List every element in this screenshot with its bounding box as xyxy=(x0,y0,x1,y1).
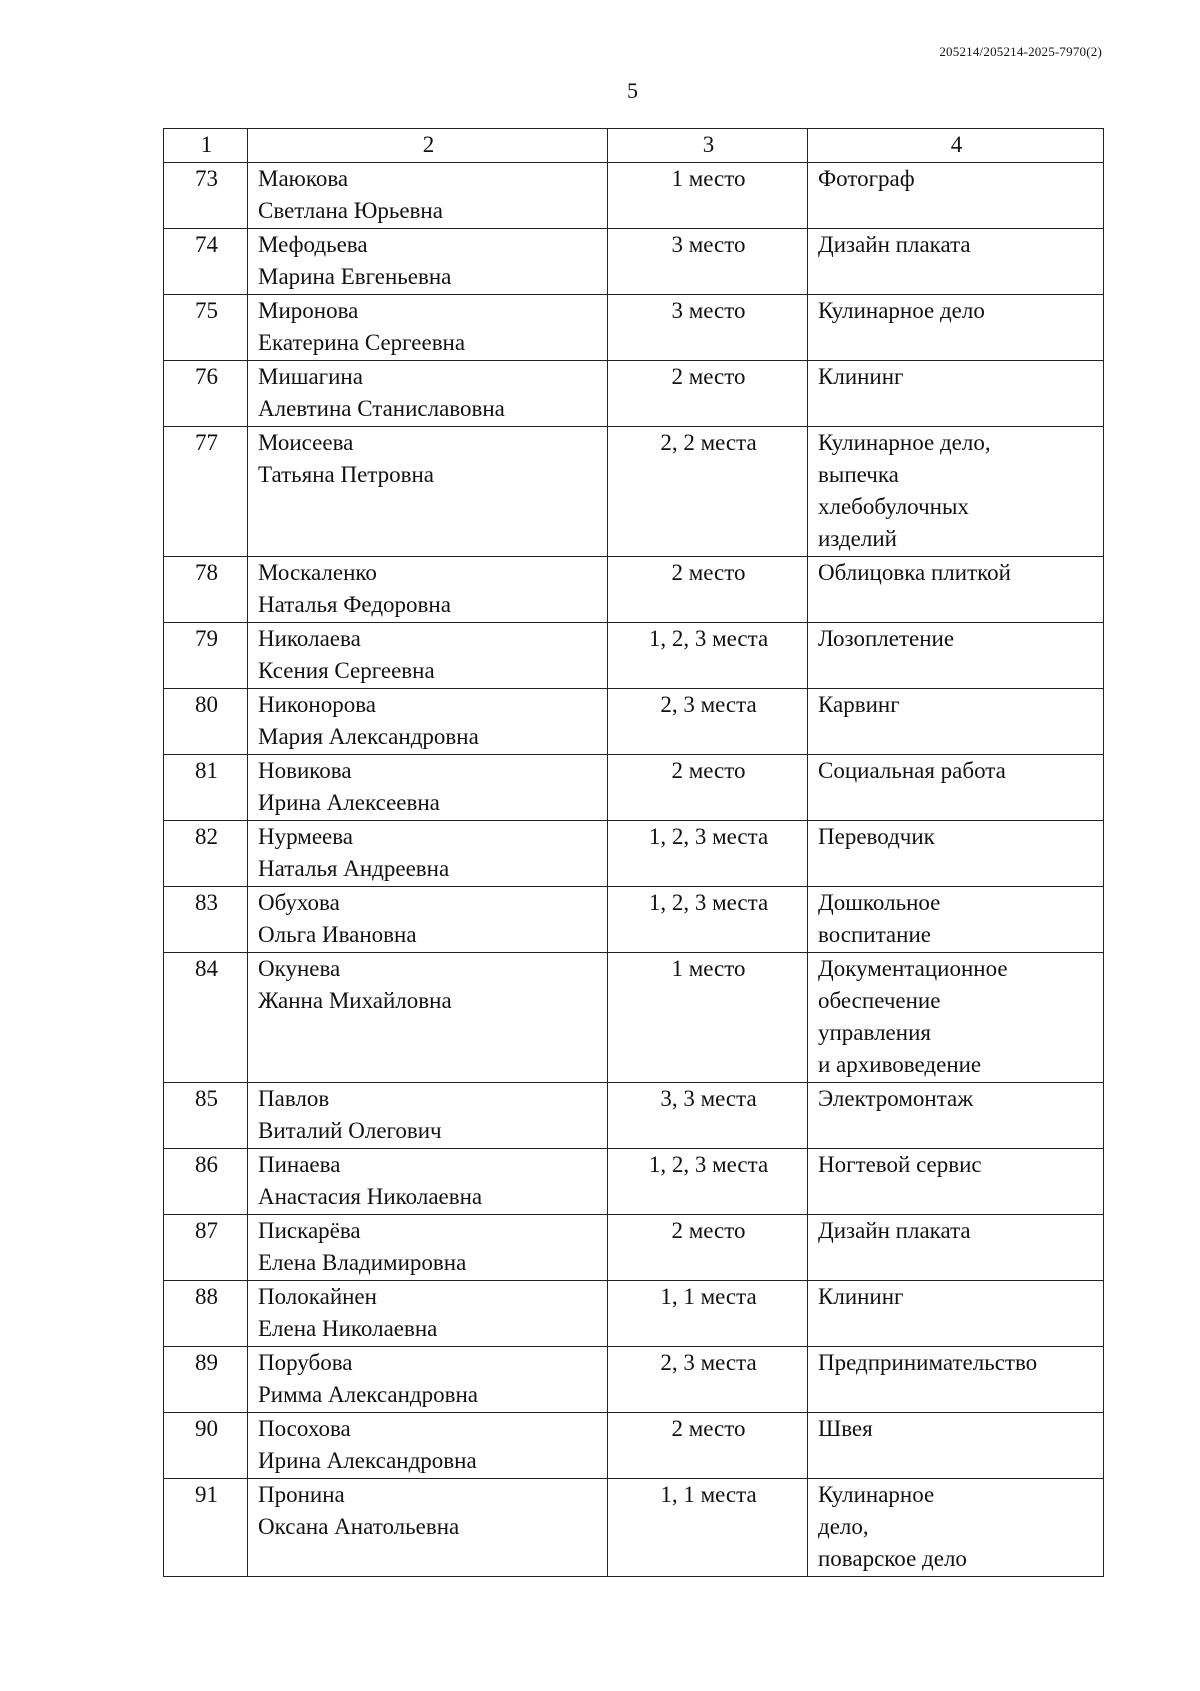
person-surname: Новикова xyxy=(258,758,352,783)
person-surname: Моисеева xyxy=(258,430,354,455)
page-number: 5 xyxy=(627,78,638,103)
person-given-names: Ольга Ивановна xyxy=(258,922,417,947)
place-cell: 2 место xyxy=(608,361,808,427)
table-row xyxy=(164,1083,1104,1149)
competency-cell xyxy=(808,953,1104,1083)
person-given-names: Мария Александровна xyxy=(258,724,479,749)
place-cell: 2 место xyxy=(608,755,808,821)
person-name-cell xyxy=(248,229,608,295)
competency-line: Фотограф xyxy=(818,166,915,191)
place-cell: 3 место xyxy=(608,229,808,295)
place-cell: 1, 2, 3 места xyxy=(608,1149,808,1215)
place-cell: 1 место xyxy=(608,953,808,1083)
row-number: 80 xyxy=(164,689,248,755)
person-name-cell xyxy=(248,427,608,557)
person-surname: Мефодьева xyxy=(258,232,368,257)
person-name-cell xyxy=(248,295,608,361)
person-name-cell xyxy=(248,557,608,623)
competency-cell xyxy=(808,1413,1104,1479)
competency-line: Кулинарное дело, xyxy=(818,430,991,455)
person-given-names: Ксения Сергеевна xyxy=(258,658,435,683)
award-table xyxy=(163,128,1104,1577)
competency-line: обеспечение xyxy=(818,988,941,1013)
table-row xyxy=(164,1215,1104,1281)
competency-line: Кулинарное дело xyxy=(818,298,985,323)
competency-cell xyxy=(808,623,1104,689)
competency-cell xyxy=(808,821,1104,887)
person-surname: Пискарёва xyxy=(258,1218,361,1243)
competency-cell xyxy=(808,1215,1104,1281)
person-surname: Никонорова xyxy=(258,692,376,717)
competency-line: Электромонтаж xyxy=(818,1086,974,1111)
person-given-names: Светлана Юрьевна xyxy=(258,198,443,223)
table-body xyxy=(164,163,1104,1577)
person-name-cell xyxy=(248,1149,608,1215)
place-cell: 2 место xyxy=(608,557,808,623)
person-surname: Нурмеева xyxy=(258,824,353,849)
competency-line: Лозоплетение xyxy=(818,626,955,651)
competency-line: и архивоведение xyxy=(818,1052,982,1077)
person-surname: Порубова xyxy=(258,1350,353,1375)
person-surname: Полокайнен xyxy=(258,1284,377,1309)
person-given-names: Наталья Андреевна xyxy=(258,856,450,881)
row-number: 79 xyxy=(164,623,248,689)
competency-line: Швея xyxy=(818,1416,873,1441)
row-number: 84 xyxy=(164,953,248,1083)
competency-line: Облицовка плиткой xyxy=(818,560,1011,585)
competency-cell xyxy=(808,1347,1104,1413)
place-cell: 2 место xyxy=(608,1215,808,1281)
competency-cell xyxy=(808,229,1104,295)
table-row xyxy=(164,689,1104,755)
person-given-names: Жанна Михайловна xyxy=(258,988,452,1013)
competency-line: выпечка xyxy=(818,462,899,487)
row-number: 78 xyxy=(164,557,248,623)
person-given-names: Оксана Анатольевна xyxy=(258,1514,460,1539)
table-row xyxy=(164,1347,1104,1413)
person-name-cell xyxy=(248,1413,608,1479)
competency-line: Социальная работа xyxy=(818,758,1006,783)
table-header-row xyxy=(164,129,1104,163)
table-row xyxy=(164,623,1104,689)
competency-line: Предпринимательство xyxy=(818,1350,1038,1375)
place-cell: 1, 2, 3 места xyxy=(608,821,808,887)
person-given-names: Виталий Олегович xyxy=(258,1118,442,1143)
person-given-names: Елена Николаевна xyxy=(258,1316,438,1341)
person-surname: Мишагина xyxy=(258,364,363,389)
competency-cell xyxy=(808,361,1104,427)
column-header-3: 3 xyxy=(608,129,808,163)
competency-line: дело, xyxy=(818,1514,869,1539)
table-row xyxy=(164,755,1104,821)
person-name-cell xyxy=(248,361,608,427)
place-cell: 2, 3 места xyxy=(608,1347,808,1413)
table-row xyxy=(164,1413,1104,1479)
competency-cell xyxy=(808,1083,1104,1149)
row-number: 90 xyxy=(164,1413,248,1479)
row-number: 83 xyxy=(164,887,248,953)
row-number: 75 xyxy=(164,295,248,361)
person-name-cell xyxy=(248,1281,608,1347)
competency-line: хлебобулочных xyxy=(818,494,969,519)
table-row xyxy=(164,887,1104,953)
person-surname: Миронова xyxy=(258,298,359,323)
column-header-2: 2 xyxy=(248,129,608,163)
row-number: 91 xyxy=(164,1479,248,1577)
competency-line: воспитание xyxy=(818,922,931,947)
competency-cell xyxy=(808,755,1104,821)
table-row xyxy=(164,229,1104,295)
place-cell: 3 место xyxy=(608,295,808,361)
document-id: 205214/205214-2025-7970(2) xyxy=(939,44,1102,59)
person-given-names: Елена Владимировна xyxy=(258,1250,467,1275)
row-number: 82 xyxy=(164,821,248,887)
person-name-cell xyxy=(248,755,608,821)
place-cell: 1, 2, 3 места xyxy=(608,887,808,953)
place-cell: 2, 2 места xyxy=(608,427,808,557)
place-cell: 3, 3 места xyxy=(608,1083,808,1149)
column-header-4: 4 xyxy=(808,129,1104,163)
person-surname: Николаева xyxy=(258,626,361,651)
table-row xyxy=(164,427,1104,557)
place-cell: 1 место xyxy=(608,163,808,229)
row-number: 86 xyxy=(164,1149,248,1215)
person-name-cell xyxy=(248,689,608,755)
competency-line: Клининг xyxy=(818,364,904,389)
competency-cell xyxy=(808,1281,1104,1347)
competency-line: Дизайн плаката xyxy=(818,1218,971,1243)
row-number: 77 xyxy=(164,427,248,557)
table-row xyxy=(164,1479,1104,1577)
competency-line: Документационное xyxy=(818,956,1008,981)
person-given-names: Ирина Александровна xyxy=(258,1448,477,1473)
competency-line: Кулинарное xyxy=(818,1482,935,1507)
person-surname: Пронина xyxy=(258,1482,345,1507)
table-row xyxy=(164,1281,1104,1347)
competency-line: Ногтевой сервис xyxy=(818,1152,982,1177)
competency-cell xyxy=(808,427,1104,557)
competency-line: управления xyxy=(818,1020,931,1045)
person-surname: Окунева xyxy=(258,956,341,981)
table-header xyxy=(164,129,1104,163)
row-number: 76 xyxy=(164,361,248,427)
competency-line: Клининг xyxy=(818,1284,904,1309)
person-name-cell xyxy=(248,953,608,1083)
competency-cell xyxy=(808,1479,1104,1577)
competency-cell xyxy=(808,163,1104,229)
person-given-names: Ирина Алексеевна xyxy=(258,790,440,815)
competency-line: Переводчик xyxy=(818,824,935,849)
person-surname: Павлов xyxy=(258,1086,330,1111)
place-cell: 1, 1 места xyxy=(608,1281,808,1347)
person-name-cell xyxy=(248,821,608,887)
person-name-cell xyxy=(248,623,608,689)
person-name-cell xyxy=(248,1347,608,1413)
competency-line: Дизайн плаката xyxy=(818,232,971,257)
person-surname: Пинаева xyxy=(258,1152,341,1177)
place-cell: 2, 3 места xyxy=(608,689,808,755)
competency-line: Дошкольное xyxy=(818,890,941,915)
place-cell: 2 место xyxy=(608,1413,808,1479)
table-row xyxy=(164,295,1104,361)
person-name-cell xyxy=(248,163,608,229)
person-given-names: Римма Александровна xyxy=(258,1382,478,1407)
person-name-cell xyxy=(248,1215,608,1281)
person-given-names: Наталья Федоровна xyxy=(258,592,451,617)
competency-cell xyxy=(808,557,1104,623)
person-name-cell xyxy=(248,1479,608,1577)
table-row xyxy=(164,163,1104,229)
row-number: 87 xyxy=(164,1215,248,1281)
person-given-names: Анастасия Николаевна xyxy=(258,1184,483,1209)
table-row xyxy=(164,821,1104,887)
place-cell: 1, 2, 3 места xyxy=(608,623,808,689)
person-given-names: Екатерина Сергеевна xyxy=(258,330,466,355)
row-number: 89 xyxy=(164,1347,248,1413)
table-row xyxy=(164,953,1104,1083)
table-row xyxy=(164,557,1104,623)
person-name-cell xyxy=(248,1083,608,1149)
competency-line: изделий xyxy=(818,526,897,551)
row-number: 81 xyxy=(164,755,248,821)
competency-line: поварское дело xyxy=(818,1546,967,1571)
competency-cell xyxy=(808,887,1104,953)
row-number: 74 xyxy=(164,229,248,295)
person-surname: Посохова xyxy=(258,1416,351,1441)
row-number: 88 xyxy=(164,1281,248,1347)
place-cell: 1, 1 места xyxy=(608,1479,808,1577)
person-surname: Москаленко xyxy=(258,560,377,585)
table-row xyxy=(164,361,1104,427)
competency-line: Карвинг xyxy=(818,692,900,717)
person-surname: Маюкова xyxy=(258,166,349,191)
row-number: 73 xyxy=(164,163,248,229)
person-given-names: Марина Евгеньевна xyxy=(258,264,452,289)
person-given-names: Татьяна Петровна xyxy=(258,462,435,487)
column-header-1: 1 xyxy=(164,129,248,163)
competency-cell xyxy=(808,295,1104,361)
person-name-cell xyxy=(248,887,608,953)
competency-cell xyxy=(808,689,1104,755)
person-given-names: Алевтина Станиславовна xyxy=(258,396,505,421)
person-surname: Обухова xyxy=(258,890,340,915)
competency-cell xyxy=(808,1149,1104,1215)
table-row xyxy=(164,1149,1104,1215)
row-number: 85 xyxy=(164,1083,248,1149)
